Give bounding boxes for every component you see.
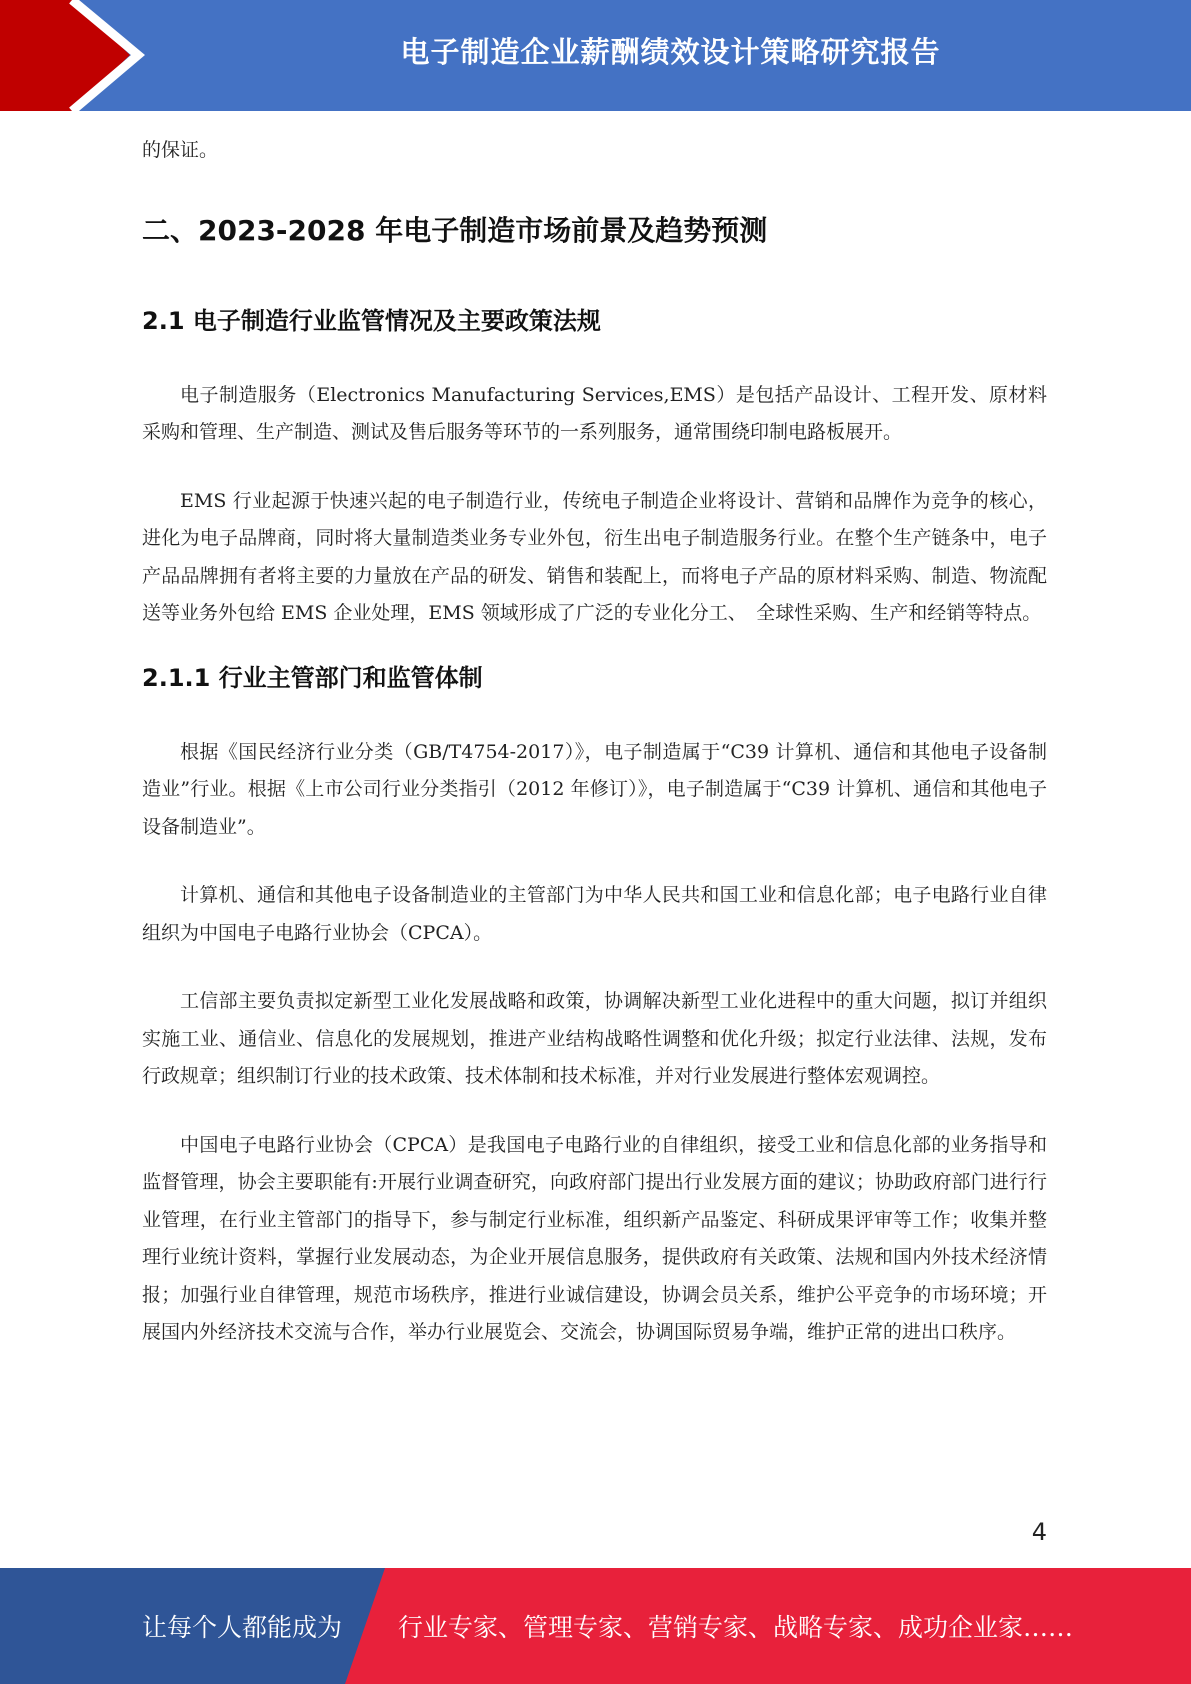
report-title: 电子制造企业薪酬绩效设计策略研究报告 bbox=[400, 34, 941, 69]
footer-slogan-right: 行业专家、管理专家、营销专家、战略专家、成功企业家…… bbox=[398, 1613, 1074, 1642]
header-arrow-decoration bbox=[0, 0, 160, 111]
document-body bbox=[142, 132, 1047, 1352]
subsection-heading-2-1-1: 2.1.1 行业主管部门和监管体制 bbox=[142, 663, 483, 692]
paragraph-continuation: 的保证。 bbox=[142, 139, 219, 161]
subsection-heading-2-1: 2.1 电子制造行业监管情况及主要政策法规 bbox=[142, 306, 601, 335]
paragraph-ems-origin: EMS 行业起源于快速兴起的电子制造行业，传统电子制造企业将设计、营销和品牌作为竞争的核心，进化为电子品牌商，同时将大量制造类业务专业外包，衍生出电子制造服务行业。在整个生产链条中，电子产品品牌拥有者将主要的力量放在产品的研发、销售和装配上，而将电子产品的原材料采购、制造、物流配送等业务外包给 EMS 企业处理，EMS 领域形成了广泛的专业化分工、 全球性采购、生产和经销等特点。 bbox=[142, 489, 1047, 624]
footer-slogan-left: 让每个人都能成为 bbox=[142, 1613, 343, 1642]
paragraph-miit-duties: 工信部主要负责拟定新型工业化发展战略和政策，协调解决新型工业化进程中的重大问题，拟订并组织实施工业、通信业、信息化的发展规划，推进产业结构战略性调整和优化升级；拟定行业法律、法规，发布行政规章；组织制订行业的技术政策、技术体制和技术标准，并对行业发展进行整体宏观调控。 bbox=[142, 990, 1047, 1087]
paragraph-industry-classification: 根据《国民经济行业分类（GB/T4754-2017）》，电子制造属于“C39 计算机、通信和其他电子设备制造业”行业。根据《上市公司行业分类指引（2012 年修订）》，电子制造属于“C39 计算机、通信和其他电子设备制造业”。 bbox=[142, 740, 1047, 838]
section-heading: 二、2023-2028 年电子制造市场前景及趋势预测 bbox=[142, 213, 768, 247]
page-footer bbox=[0, 1568, 1191, 1684]
paragraph-regulators: 计算机、通信和其他电子设备制造业的主管部门为中华人民共和国工业和信息化部；电子电路行业自律组织为中国电子电路行业协会（CPCA）。 bbox=[142, 884, 1047, 944]
paragraph-cpca-duties: 中国电子电路行业协会（CPCA）是我国电子电路行业的自律组织，接受工业和信息化部的业务指导和监督管理，协会主要职能有:开展行业调查研究，向政府部门提出行业发展方面的建议；协助政府部门进行行业管理，在行业主管部门的指导下，参与制定行业标准，组织新产品鉴定、科研成果评审等工作；收集并整理行业统计资料，掌握行业发展动态，为企业开展信息服务，提供政府有关政策、法规和国内外技术经济情报；加强行业自律管理，规范市场秩序，推进行业诚信建设，协调会员关系，维护公平竞争的市场环境；开展国内外经济技术交流与合作，举办行业展览会、交流会，协调国际贸易争端，维护正常的进出口秩序。 bbox=[142, 1133, 1047, 1343]
page-number: 4 bbox=[1031, 1518, 1047, 1546]
page-header bbox=[0, 0, 1191, 111]
paragraph-ems-definition: 电子制造服务（Electronics Manufacturing Services,EMS）是包括产品设计、工程开发、原材料采购和管理、生产制造、测试及售后服务等环节的一系列服务，通常围绕印制电路板展开。 bbox=[142, 383, 1047, 443]
